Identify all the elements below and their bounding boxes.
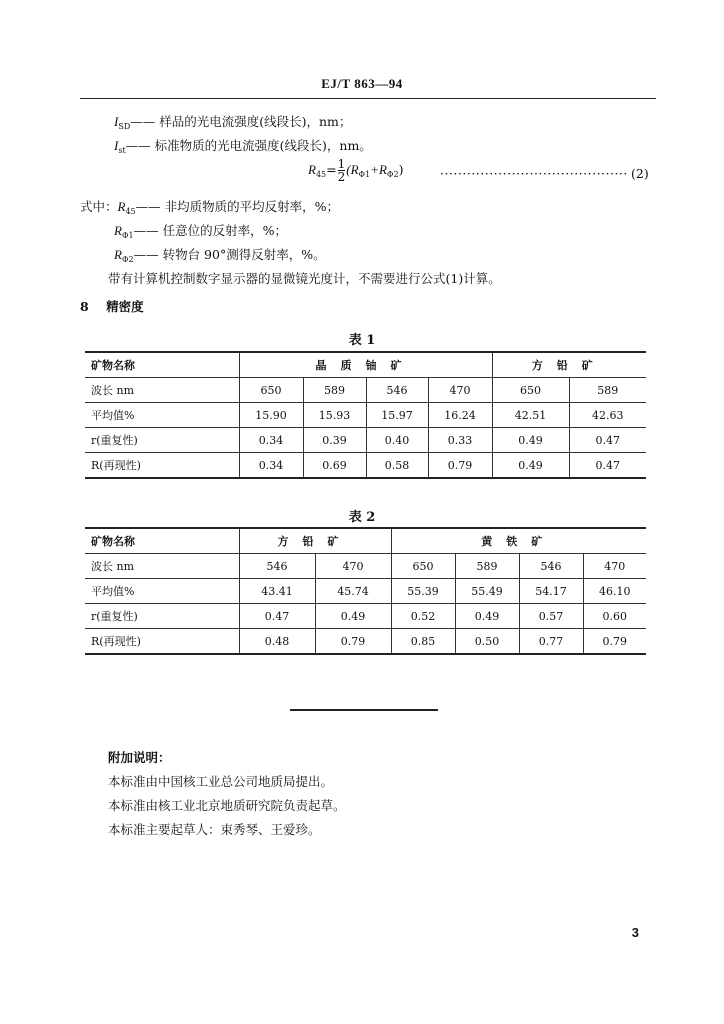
cell: 0.52 (391, 604, 455, 629)
table-row (85, 629, 646, 655)
table2 (85, 527, 646, 655)
formula-eq: = (326, 162, 337, 177)
row-label: r(重复性) (85, 428, 239, 453)
table2-mineral-label: 矿物名称 (85, 528, 239, 554)
formula-lhs: R (308, 162, 316, 177)
appendix-line: 本标准主要起草人：束秀琴、王爱珍。 (108, 822, 321, 837)
def-r02 (114, 245, 326, 264)
table-row (85, 554, 646, 579)
table1-group-uraninite: 晶质铀矿 (239, 352, 492, 378)
cell: 0.77 (519, 629, 583, 655)
cell: 589 (569, 378, 646, 403)
cell: 55.39 (391, 579, 455, 604)
formula-plus: +R (370, 162, 387, 177)
r45-text: —— 非均质物质的平均反射率，%； (135, 199, 340, 214)
def-ist (114, 136, 372, 155)
cell: 470 (428, 378, 492, 403)
formula-lhs-sub: 45 (315, 170, 327, 179)
table-row (85, 403, 646, 428)
cell: 15.93 (303, 403, 366, 428)
cell: 0.79 (315, 629, 391, 655)
cell: 0.60 (583, 604, 646, 629)
cell: 43.41 (239, 579, 315, 604)
cell: 0.49 (492, 453, 569, 479)
r01-text: —— 任意位的反射率，%； (133, 223, 287, 238)
section-number: 8 (80, 299, 89, 314)
cell: 0.47 (569, 428, 646, 453)
cell: 46.10 (583, 579, 646, 604)
cell: 42.63 (569, 403, 646, 428)
section-8-heading (80, 297, 144, 315)
document-code: EJ/T 863—94 (321, 76, 403, 91)
appendix-line: 本标准由中国核工业总公司地质局提出。 (108, 774, 334, 789)
cell: 650 (391, 554, 455, 579)
r45-symbol: R (117, 199, 126, 214)
cell: 470 (315, 554, 391, 579)
cell: 54.17 (519, 579, 583, 604)
cell: 55.49 (455, 579, 519, 604)
formula-leader-dots: ·········································· (440, 166, 628, 181)
cell: 0.48 (239, 629, 315, 655)
row-label: r(重复性) (85, 604, 239, 629)
cell: 0.49 (492, 428, 569, 453)
row-label: 波长 nm (85, 378, 239, 403)
r02-sub: Φ2 (121, 255, 134, 264)
cell: 0.47 (239, 604, 315, 629)
page-number: 3 (631, 925, 639, 940)
cell: 650 (492, 378, 569, 403)
cell: 15.90 (239, 403, 303, 428)
row-label: R(再现性) (85, 453, 239, 479)
formula-sub1: Φ1 (358, 170, 371, 179)
cell: 45.74 (315, 579, 391, 604)
microscope-note: 带有计算机控制数字显示器的显微镜光度计，不需要进行公式(1)计算。 (108, 271, 501, 286)
formula-sub2: Φ2 (386, 170, 399, 179)
cell: 0.50 (455, 629, 519, 655)
ist-sub: st (118, 146, 126, 155)
row-label: 平均值% (85, 579, 239, 604)
table1-header-row (85, 352, 646, 378)
cell: 0.79 (428, 453, 492, 479)
formula-close: ) (398, 162, 404, 177)
cell: 0.85 (391, 629, 455, 655)
cell: 546 (366, 378, 428, 403)
formula-fraction (338, 158, 346, 183)
where-prefix: 式中： (80, 199, 118, 214)
r02-symbol: R (114, 247, 122, 262)
table-row (85, 378, 646, 403)
table-row (85, 604, 646, 629)
row-label: 波长 nm (85, 554, 239, 579)
table2-header-row (85, 528, 646, 554)
cell: 650 (239, 378, 303, 403)
cell: 42.51 (492, 403, 569, 428)
appendix-title: 附加说明： (108, 750, 171, 765)
cell: 16.24 (428, 403, 492, 428)
fraction-numerator: 1 (337, 157, 346, 171)
cell: 589 (455, 554, 519, 579)
row-label: 平均值% (85, 403, 239, 428)
table2-group-pyrite: 黄铁矿 (391, 528, 646, 554)
ist-text: —— 标准物质的光电流强度(线段长)，nm。 (125, 138, 372, 153)
table2-group-galena: 方铅矿 (239, 528, 391, 554)
table-row (85, 428, 646, 453)
def-r01 (114, 221, 287, 240)
table1 (85, 351, 646, 479)
cell: 546 (519, 554, 583, 579)
cell: 0.47 (569, 453, 646, 479)
section-title: 精密度 (106, 299, 144, 314)
table-row (85, 579, 646, 604)
appendix-line: 本标准由核工业北京地质研究院负责起草。 (108, 798, 346, 813)
r01-sub: Φ1 (121, 231, 134, 240)
isd-text: —— 样品的光电流强度(线段长)，nm； (130, 114, 352, 129)
isd-symbol: I (114, 114, 119, 129)
cell: 470 (583, 554, 646, 579)
r45-sub: 45 (125, 207, 136, 216)
end-rule (290, 709, 438, 711)
r01-symbol: R (114, 223, 122, 238)
formula-rhs: (R (346, 162, 359, 177)
table2-caption: 表 2 (348, 510, 376, 525)
formula-number: (2) (631, 166, 649, 181)
ist-symbol: I (114, 138, 119, 153)
def-isd (114, 112, 351, 131)
table1-group-galena: 方铅矿 (492, 352, 646, 378)
r02-text: —— 转物台 90°测得反射率，%。 (133, 247, 326, 262)
table1-caption: 表 1 (348, 333, 376, 348)
isd-sub: SD (118, 122, 131, 131)
cell: 589 (303, 378, 366, 403)
fraction-denominator: 2 (337, 170, 346, 184)
cell: 546 (239, 554, 315, 579)
cell: 0.49 (455, 604, 519, 629)
def-r45 (80, 197, 339, 216)
cell: 0.49 (315, 604, 391, 629)
cell: 0.57 (519, 604, 583, 629)
cell: 15.97 (366, 403, 428, 428)
row-label: R(再现性) (85, 629, 239, 655)
table-row (85, 453, 646, 479)
cell: 0.34 (239, 453, 303, 479)
formula-2 (308, 158, 403, 183)
cell: 0.34 (239, 428, 303, 453)
cell: 0.79 (583, 629, 646, 655)
table1-mineral-label: 矿物名称 (85, 352, 239, 378)
header-rule (80, 98, 656, 99)
cell: 0.33 (428, 428, 492, 453)
cell: 0.69 (303, 453, 366, 479)
cell: 0.39 (303, 428, 366, 453)
cell: 0.58 (366, 453, 428, 479)
cell: 0.40 (366, 428, 428, 453)
